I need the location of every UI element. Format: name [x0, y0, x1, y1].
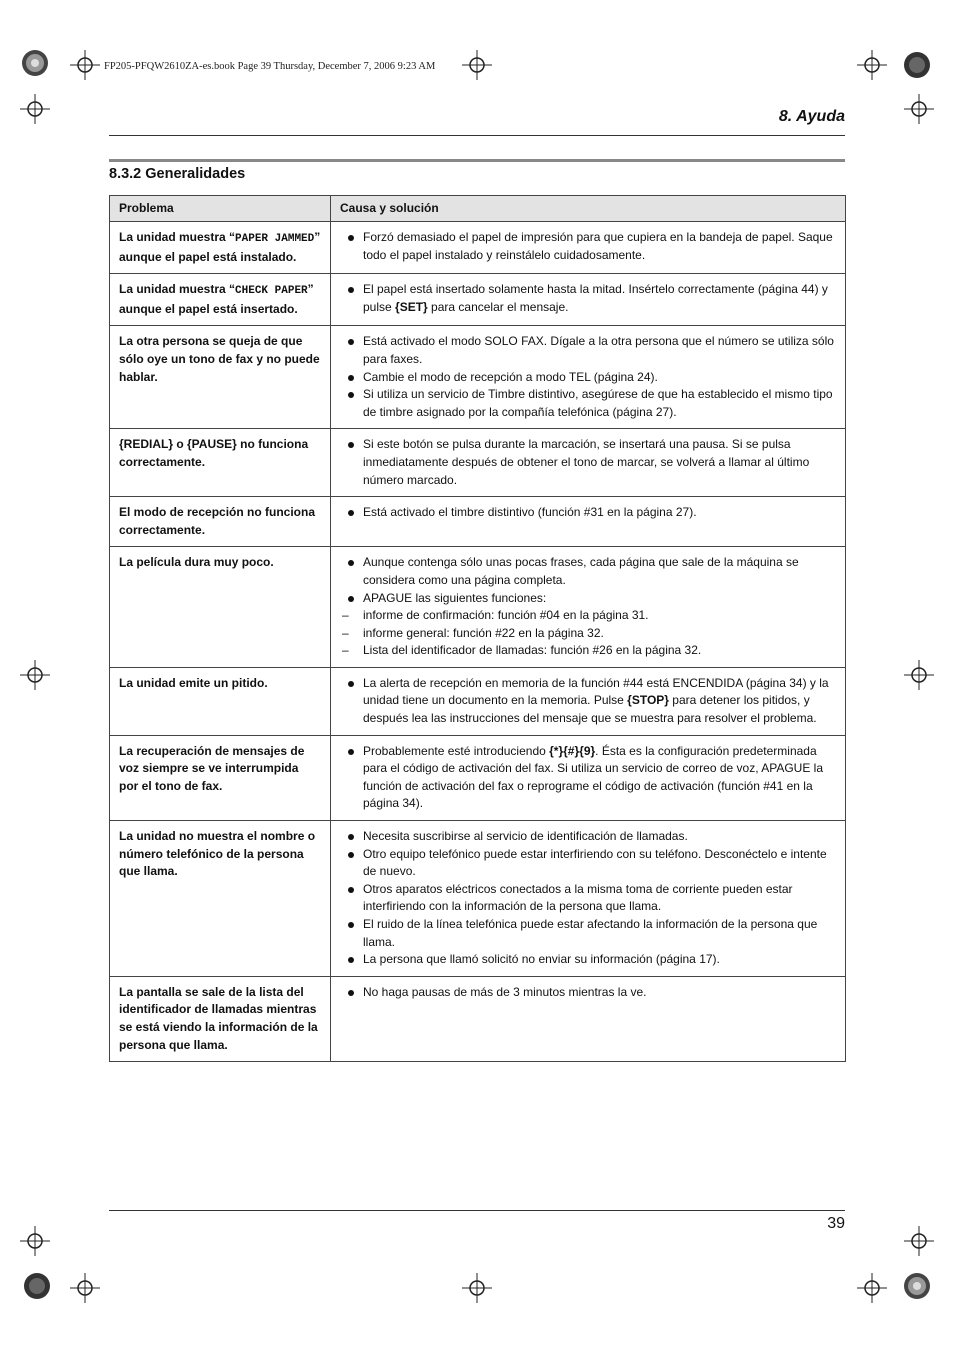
file-header: FP205-PFQW2610ZA-es.book Page 39 Thursday, December 7, 2006 9:23 AM: [104, 61, 436, 72]
registration-mark-bottom-left: [22, 1271, 52, 1301]
solution-text: Si este botón se pulsa durante la marcación, se insertará una pausa. Si se pulsa inmediatamente después de obtener el tono de marcar, se volverá a llamar al último número marcado.: [363, 437, 810, 487]
solution-text: Aunque contenga sólo unas pocas frases, cada página que sale de la máquina se considera como una página completa.: [363, 555, 799, 587]
problem-cell: La pantalla se sale de la lista del identificador de llamadas mientras se está viendo la información de la persona que llama.: [110, 976, 331, 1061]
page-number: 39: [827, 1215, 845, 1232]
list-item: [340, 951, 836, 969]
column-header-solution: Causa y solución: [331, 196, 846, 222]
list-item: [340, 881, 836, 916]
solution-cell: [331, 497, 846, 547]
crosshair-mark-right-middle: [904, 660, 934, 690]
list-item: [340, 828, 836, 846]
crosshair-mark-right-upper: [904, 94, 934, 124]
problem-text: La unidad muestra “: [119, 282, 236, 297]
list-item: [340, 984, 836, 1002]
solution-text: La alerta de recepción en memoria de la función #44 está ENCENDIDA (página 34) y la unidad tiene un documento en la memoria. Pulse: [363, 675, 829, 708]
section-header: 8. Ayuda: [778, 108, 845, 125]
key-label: {STOP}: [627, 693, 669, 708]
crosshair-mark-bottom-right: [857, 1273, 887, 1303]
table-row: [110, 735, 846, 820]
header-rule: [109, 135, 845, 136]
crosshair-mark-left-upper: [20, 94, 50, 124]
list-item: [340, 333, 836, 368]
solution-text: El ruido de la línea telefónica puede estar afectando la información de la persona que llama.: [363, 917, 818, 949]
problem-text: ” aunque el papel está insertado.: [119, 282, 314, 316]
problem-text: La unidad muestra “: [119, 230, 236, 244]
list-item: [340, 386, 836, 421]
solution-text: Está activado el timbre distintivo (función #31 en la página 27).: [363, 505, 697, 520]
troubleshooting-table: [109, 195, 846, 1062]
problem-text: o: [173, 437, 188, 452]
sub-list-item: – Lista del identificador de llamadas: función #26 en la página 32.: [340, 642, 836, 660]
table-row: [110, 667, 846, 735]
crosshair-mark-right-lower: [904, 1226, 934, 1256]
registration-mark-bottom-right: [902, 1271, 932, 1301]
problem-cell: [110, 222, 331, 274]
problem-cell: [110, 429, 331, 497]
list-item: [340, 229, 836, 264]
list-item: [340, 504, 836, 522]
column-header-problem: Problema: [110, 196, 331, 222]
display-message: CHECK PAPER: [235, 285, 308, 298]
table-header-row: [110, 196, 846, 222]
table-row: [110, 326, 846, 429]
list-item: [340, 846, 836, 881]
list-item: [340, 436, 836, 489]
table-row: [110, 274, 846, 326]
list-item: [340, 554, 836, 589]
solution-text: para cancelar el mensaje.: [427, 299, 569, 314]
table-row: [110, 821, 846, 977]
solution-text: . Ésta es la configuración predeterminada para el código de activación del fax. Si utiliza un servicio de correo de voz, APAGUE la función de activación del fax o reprograme el código de activación (función #41 en la página 34).: [363, 743, 824, 811]
list-item: [340, 916, 836, 951]
solution-cell: [331, 429, 846, 497]
table-row: [110, 497, 846, 547]
table-row: [110, 222, 846, 274]
list-item: [340, 675, 836, 728]
registration-mark-top-left: [20, 48, 50, 78]
footer-rule: [109, 1210, 845, 1211]
list-item: [340, 590, 836, 608]
crosshair-mark-left-middle: [20, 660, 50, 690]
sub-list-item: – informe general: función #22 en la página 32.: [340, 625, 836, 643]
crosshair-mark-top: [70, 50, 100, 80]
problem-cell: La unidad no muestra el nombre o número telefónico de la persona que llama.: [110, 821, 331, 977]
crosshair-mark-top-right: [857, 50, 887, 80]
solution-text: Necesita suscribirse al servicio de identificación de llamadas.: [363, 829, 688, 844]
sub-list-item: – informe de confirmación: función #04 en la página 31.: [340, 607, 836, 625]
table-row: [110, 429, 846, 497]
solution-text: para detener los pitidos, y después lea las instrucciones del mensaje que se muestra para resolver el problema.: [363, 693, 817, 726]
problem-text: no funciona correctamente.: [119, 437, 309, 469]
solution-cell: [331, 547, 846, 668]
section-rule: [109, 159, 845, 162]
key-label: {*}{#}{9}: [549, 743, 596, 758]
problem-text: ” aunque el papel está instalado.: [119, 230, 321, 264]
crosshair-mark-bottom: [70, 1273, 100, 1303]
problem-cell: La recuperación de mensajes de voz siempre se ve interrumpida por el tono de fax.: [110, 735, 331, 820]
solution-cell: [331, 326, 846, 429]
solution-text: Otro equipo telefónico puede estar interfiriendo con su teléfono. Desconéctelo e intente de nuevo.: [363, 846, 827, 879]
solution-text: Forzó demasiado el papel de impresión para que cupiera en la bandeja de papel. Saque todo el papel instalado y reinstálelo cuidadosamente.: [363, 230, 833, 262]
crosshair-mark-top-center: [462, 50, 492, 80]
list-item: [340, 743, 836, 813]
crosshair-mark-bottom-center: [462, 1273, 492, 1303]
solution-cell: [331, 274, 846, 326]
solution-cell: [331, 222, 846, 274]
key-label: {REDIAL}: [119, 437, 174, 452]
solution-text: Cambie el modo de recepción a modo TEL (página 24).: [363, 369, 658, 384]
problem-cell: El modo de recepción no funciona correctamente.: [110, 497, 331, 547]
solution-text: APAGUE las siguientes funciones:: [363, 590, 547, 605]
solution-text: La persona que llamó solicitó no enviar su información (página 17).: [363, 952, 720, 967]
table-row: [110, 976, 846, 1061]
problem-cell: La otra persona se queja de que sólo oye un tono de fax y no puede hablar.: [110, 326, 331, 429]
solution-text: Si utiliza un servicio de Timbre distintivo, asegúrese de que ha establecido el mismo tipo de timbre asignado por la compañía telefónica (página 27).: [363, 387, 833, 419]
table-row: [110, 547, 846, 668]
crosshair-mark-left-lower: [20, 1226, 50, 1256]
solution-text: Otros aparatos eléctricos conectados a la misma toma de corriente pueden estar interfiriendo con la información de la persona que llama.: [363, 881, 793, 914]
solution-cell: [331, 821, 846, 977]
solution-cell: [331, 735, 846, 820]
list-item: [340, 281, 836, 316]
list-item: [340, 369, 836, 387]
problem-cell: La película dura muy poco.: [110, 547, 331, 668]
display-message: PAPER JAMMED: [235, 233, 315, 245]
registration-mark-top-right: [902, 50, 932, 80]
solution-text: El papel está insertado solamente hasta la mitad. Insértelo correctamente (página 44) y pulse: [363, 282, 828, 314]
solution-cell: [331, 667, 846, 735]
key-label: {PAUSE}: [187, 437, 237, 452]
key-label: {SET}: [395, 299, 428, 314]
solution-text: No haga pausas de más de 3 minutos mientras la ve.: [363, 984, 647, 999]
section-title: 8.3.2 Generalidades: [109, 166, 246, 182]
solution-text: Probablemente esté introduciendo: [363, 743, 550, 758]
problem-cell: [110, 274, 331, 326]
problem-cell: La unidad emite un pitido.: [110, 667, 331, 735]
solution-cell: [331, 976, 846, 1061]
solution-text: Está activado el modo SOLO FAX. Dígale a la otra persona que el número se utiliza sólo para faxes.: [363, 334, 834, 366]
